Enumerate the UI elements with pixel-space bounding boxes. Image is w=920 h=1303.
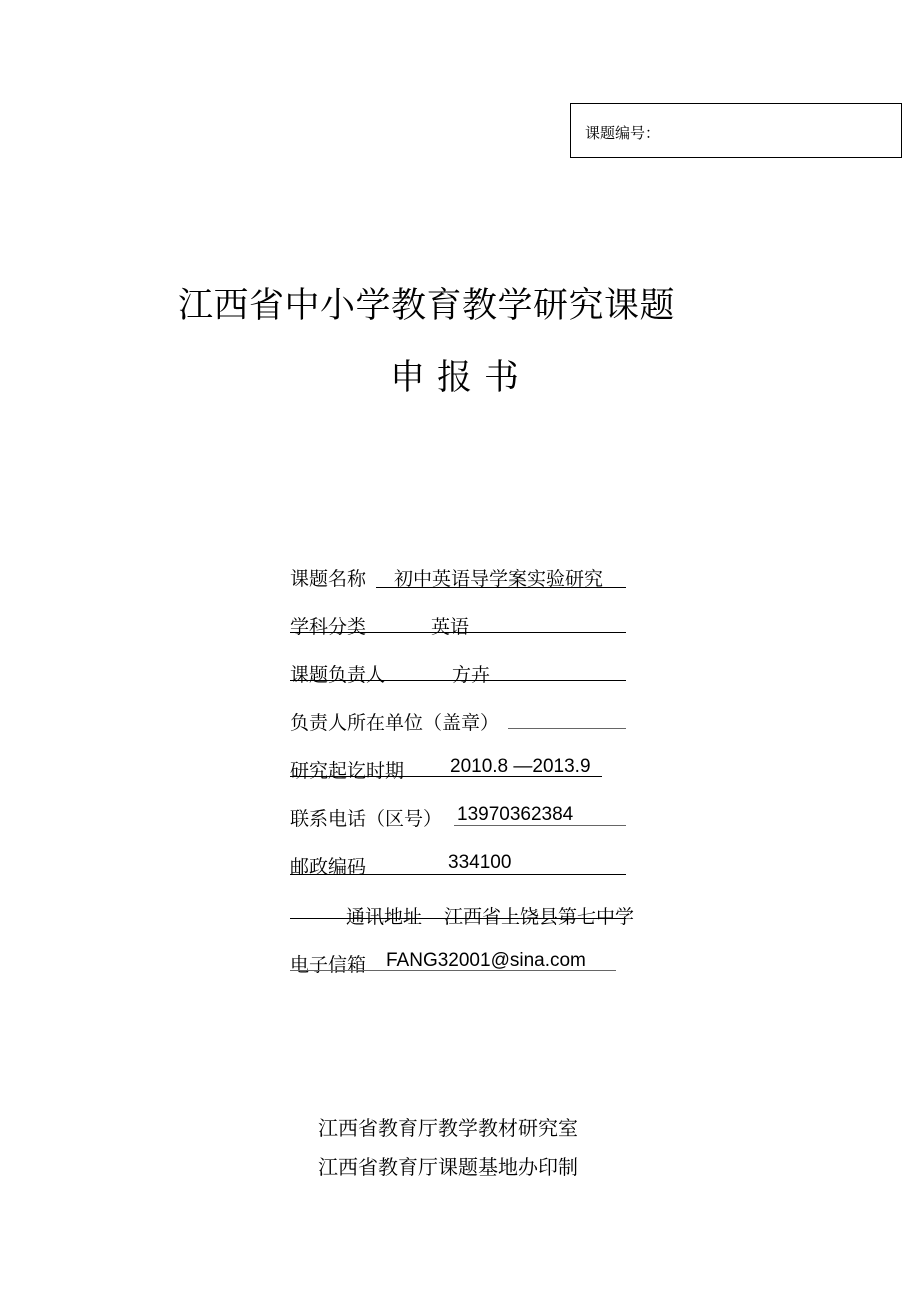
field-leader-unit (290, 708, 630, 734)
field-project-name (290, 564, 630, 590)
underline (376, 587, 626, 588)
field-value: 2010.8 —2013.9 (450, 756, 591, 777)
underline (290, 918, 626, 919)
underline (454, 825, 626, 826)
field-label: 邮政编码 (290, 856, 367, 878)
field-subject-category (290, 612, 630, 638)
issuer-line-2: 江西省教育厅课题基地办印制 (318, 1155, 578, 1179)
field-value: 初中英语导学案实验研究 (394, 568, 604, 590)
field-contact-phone (290, 804, 630, 830)
underline (290, 874, 626, 875)
field-project-leader (290, 660, 630, 686)
field-value: 英语 (431, 616, 470, 638)
field-email (290, 950, 630, 976)
underline (290, 632, 626, 633)
field-label: 通讯地址 (346, 906, 423, 928)
document-subtitle: 申报书 (390, 358, 532, 398)
project-code-box (570, 103, 902, 158)
field-value: 方卉 (452, 664, 491, 686)
issuer-line-1: 江西省教育厅教学教材研究室 (318, 1116, 578, 1140)
field-label: 课题负责人 (290, 664, 386, 686)
field-label: 联系电话（区号） (290, 808, 443, 830)
field-research-period (290, 756, 630, 782)
underline (290, 970, 616, 971)
field-value: 334100 (448, 852, 512, 873)
field-label: 课题名称 (290, 568, 367, 590)
field-mailing-address (290, 902, 660, 928)
project-code-label: 课题编号： (585, 124, 661, 142)
field-label: 负责人所在单位（盖章） (290, 712, 500, 734)
field-label: 电子信箱 (290, 954, 367, 976)
field-value: 江西省上饶县第七中学 (444, 906, 635, 928)
document-title: 江西省中小学教育教学研究课题 (178, 286, 676, 326)
field-label: 学科分类 (290, 616, 367, 638)
field-value: 13970362384 (457, 804, 574, 825)
field-label: 研究起讫时期 (290, 760, 405, 782)
underline (508, 728, 626, 729)
field-value: FANG32001@sina.com (386, 950, 586, 971)
underline (290, 680, 626, 681)
field-postal-code (290, 852, 630, 878)
underline (290, 776, 602, 777)
